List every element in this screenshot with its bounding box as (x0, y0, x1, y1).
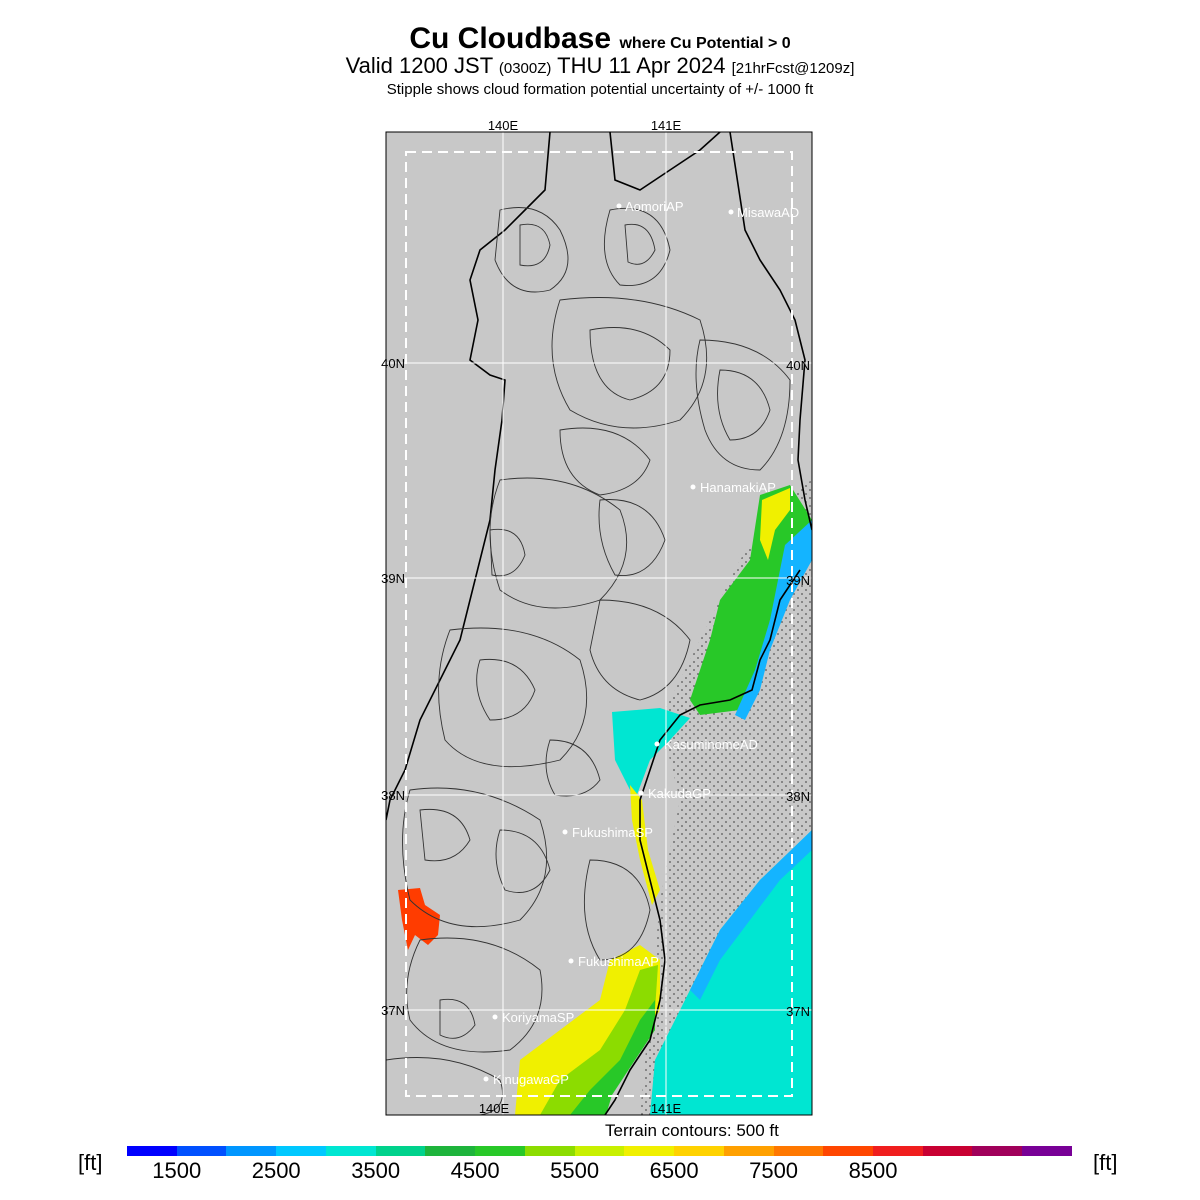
lat-label-39n-right: 39N (786, 573, 810, 588)
lat-label-37n-left: 37N (381, 1003, 405, 1018)
terrain-contour-note: Terrain contours: 500 ft (605, 1121, 779, 1140)
colorbar-swatch (724, 1146, 774, 1156)
colorbar-swatch (425, 1146, 475, 1156)
station-label-fukushimasp: FukushimaSP (572, 825, 653, 840)
subtitle: Stipple shows cloud formation potential uncertainty of +/- 1000 ft (386, 81, 814, 98)
forecast-info: [21hrFcst@1209z] (731, 60, 855, 77)
lon-label-141e-top: 141E (650, 118, 682, 133)
colorbar-tick-label: 2500 (251, 1158, 301, 1183)
colorbar-swatch (127, 1146, 177, 1156)
colorbar-tick-label: 6500 (649, 1158, 699, 1183)
station-label-hanamakiap: HanamakiAP (700, 480, 776, 495)
lon-label-140e-top: 140E (487, 118, 519, 133)
lat-label-40n-left: 40N (381, 356, 405, 371)
colorbar-unit-right: [ft] (1093, 1150, 1118, 1175)
valid-utc: (0300Z) (498, 60, 552, 77)
colorbar-swatch (823, 1146, 873, 1156)
lon-label-140e-bottom: 140E (478, 1101, 510, 1116)
lat-label-38n-left: 38N (381, 788, 405, 803)
station-label-kinugawagp: KinugawaGP (493, 1072, 569, 1087)
lon-label-141e-bottom: 141E (650, 1101, 682, 1116)
colorbar-swatch (674, 1146, 724, 1156)
colorbar-tick-label: 8500 (848, 1158, 898, 1183)
colorbar-swatch (326, 1146, 376, 1156)
lat-label-38n-right: 38N (786, 789, 810, 804)
valid-date: THU 11 Apr 2024 (557, 53, 726, 78)
colorbar-swatch (226, 1146, 276, 1156)
title-condition: where Cu Potential > 0 (619, 35, 791, 52)
title-main: Cu Cloudbase (409, 22, 612, 55)
station-dot-kakudagp (639, 791, 644, 796)
colorbar-swatch (774, 1146, 824, 1156)
colorbar-swatch (376, 1146, 426, 1156)
station-dot-aomoriap (617, 204, 622, 209)
colorbar-swatch (475, 1146, 525, 1156)
station-dot-kasuminomead (655, 742, 660, 747)
colorbar-swatch (624, 1146, 674, 1156)
valid-prefix: Valid 1200 JST (345, 53, 493, 78)
colorbar-swatch (923, 1146, 973, 1156)
colorbar-swatch (525, 1146, 575, 1156)
station-label-aomoriap: AomoriAP (625, 199, 684, 214)
colorbar-tick-label: 4500 (450, 1158, 500, 1183)
lat-label-39n-left: 39N (381, 571, 405, 586)
station-dot-fukushimasp (563, 830, 568, 835)
station-label-fukushimaap: FukushimaAP (578, 954, 659, 969)
lat-label-40n-right: 40N (786, 358, 810, 373)
station-dot-koriyamasp (493, 1015, 498, 1020)
station-label-misawaad: MisawaAD (737, 205, 800, 220)
colorbar-swatch (1022, 1146, 1072, 1156)
colorbar-tick-label: 1500 (152, 1158, 202, 1183)
station-label-kasuminomead: KasuminomeAD (664, 737, 758, 752)
colorbar-swatch (276, 1146, 326, 1156)
colorbar-tick-label: 5500 (550, 1158, 600, 1183)
colorbar-swatch (575, 1146, 625, 1156)
station-dot-kinugawagp (484, 1077, 489, 1082)
station-label-kakudagp: KakudaGP (648, 786, 711, 801)
station-dot-misawaad (729, 210, 734, 215)
colorbar-unit-left: [ft] (78, 1150, 103, 1175)
colorbar-tick-label: 7500 (749, 1158, 799, 1183)
lat-label-37n-right: 37N (786, 1004, 810, 1019)
colorbar (127, 1146, 1072, 1156)
colorbar-swatch (177, 1146, 227, 1156)
colorbar-swatch (972, 1146, 1022, 1156)
colorbar-swatch (873, 1146, 923, 1156)
station-dot-fukushimaap (569, 959, 574, 964)
colorbar-tick-label: 3500 (351, 1158, 401, 1183)
station-label-koriyamasp: KoriyamaSP (502, 1010, 575, 1025)
station-dot-hanamakiap (691, 485, 696, 490)
